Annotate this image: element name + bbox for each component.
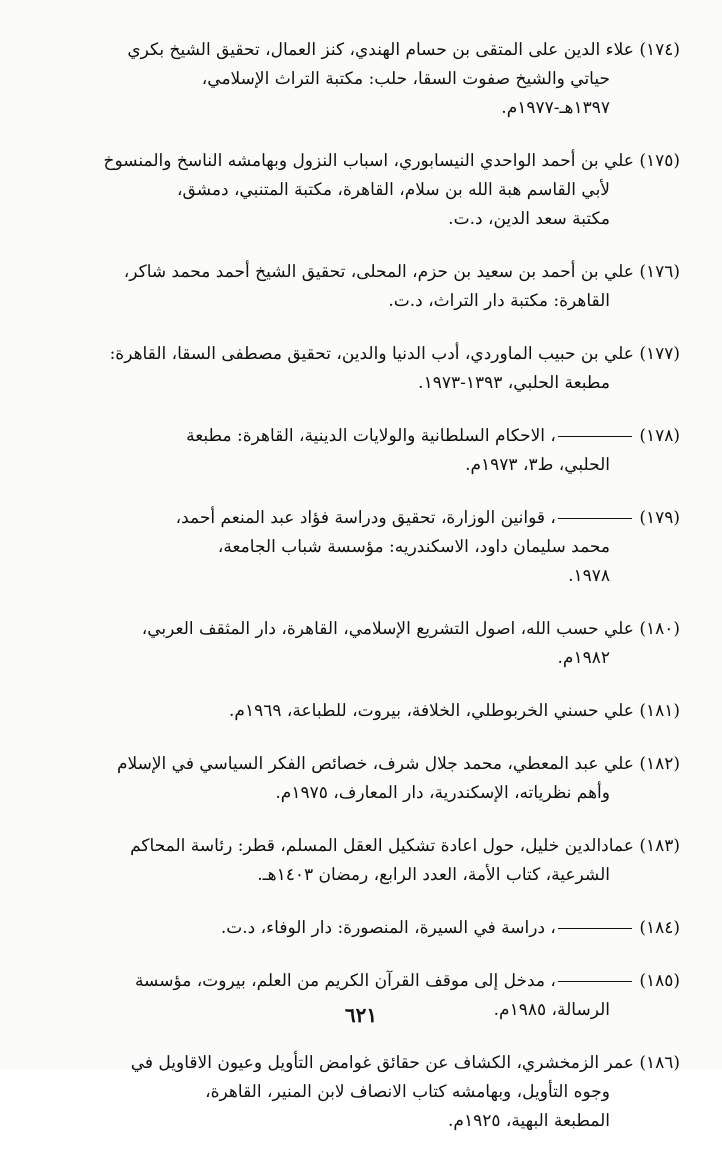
entry-line: المطبعة البهية، ١٩٢٥م. xyxy=(448,1111,610,1131)
entry-text: ، قوانين الوزارة، تحقيق ودراسة فؤاد عبد المنعم أحمد، xyxy=(175,508,556,528)
entry-line xyxy=(95,504,680,533)
entry-text: ، مدخل إلى موقف القرآن الكريم من العلم، بيروت، مؤسسة xyxy=(134,971,556,991)
bibliography-entry-186 xyxy=(95,1049,680,1136)
entry-text: علي حسب الله، اصول التشريع الإسلامي، القاهرة، دار المثقف العربي، xyxy=(141,619,634,639)
entry-number: (١٧٧) xyxy=(639,344,680,364)
entry-line: الشرعية، كتاب الأمة، العدد الرابع، رمضان ١٤٠٣هـ. xyxy=(257,865,610,885)
bibliography-list xyxy=(95,36,680,1160)
entry-line: مطبعة الحلبي، ١٣٩٣-١٩٧٣. xyxy=(418,373,610,393)
bibliography-entry-183 xyxy=(95,832,680,890)
bibliography-entry-180 xyxy=(95,615,680,673)
entry-text: علي بن حبيب الماوردي، أدب الدنيا والدين، تحقيق مصطفى السقا، القاهرة: xyxy=(109,344,634,364)
entry-line: مكتبة سعد الدين، د.ت. xyxy=(448,209,610,229)
entry-line: وأهم نظرياته، الإسكندرية، دار المعارف، ١٩٧٥م. xyxy=(275,783,610,803)
entry-line: وجوه التأويل، وبهامشه كتاب الانصاف لابن المنير، القاهرة، xyxy=(205,1082,610,1102)
entry-line xyxy=(95,697,680,726)
entry-number: (١٨٤) xyxy=(639,918,680,938)
entry-line xyxy=(95,147,680,176)
entry-text: علي عبد المعطي، محمد جلال شرف، خصائص الفكر السياسي في الإسلام xyxy=(116,754,634,774)
bibliography-entry-177 xyxy=(95,340,680,398)
bibliography-entry-184 xyxy=(95,914,680,943)
entry-number: (١٧٦) xyxy=(639,262,680,282)
entry-text: علي بن أحمد الواحدي النيسابوري، اسباب النزول وبهامشه الناسخ والمنسوخ xyxy=(103,151,634,171)
entry-number: (١٨٠) xyxy=(639,619,680,639)
entry-text: علاء الدين على المتقى بن حسام الهندي، كنز العمال، تحقيق الشيخ بكري xyxy=(127,40,634,60)
bibliography-entry-174 xyxy=(95,36,680,123)
bibliography-entry-176 xyxy=(95,258,680,316)
entry-line: الرسالة، ١٩٨٥م. xyxy=(493,1000,610,1020)
entry-line xyxy=(95,422,680,451)
entry-number: (١٨٦) xyxy=(639,1053,680,1073)
entry-line xyxy=(95,615,680,644)
entry-line: لأبي القاسم هبة الله بن سلام، القاهرة، مكتبة المتنبي، دمشق، xyxy=(177,180,610,200)
entry-line: ١٣٩٧هـ-١٩٧٧م. xyxy=(501,98,610,118)
ditto-dash xyxy=(558,518,632,519)
entry-text: علي حسني الخربوطلي، الخلافة، بيروت، للطباعة، ١٩٦٩م. xyxy=(229,701,634,721)
ditto-dash xyxy=(558,981,632,982)
page-number: ٦٢١ xyxy=(344,1003,378,1027)
entry-number: (١٧٨) xyxy=(639,426,680,446)
ditto-dash xyxy=(558,928,632,929)
ditto-dash xyxy=(558,436,632,437)
entry-number: (١٨٣) xyxy=(639,836,680,856)
entry-line xyxy=(95,832,680,861)
bibliography-entry-175 xyxy=(95,147,680,234)
entry-line xyxy=(95,750,680,779)
entry-text: عمر الزمخشري، الكشاف عن حقائق غوامض التأويل وعيون الاقاويل في xyxy=(130,1053,634,1073)
entry-number: (١٧٥) xyxy=(639,151,680,171)
entry-text: ، دراسة في السيرة، المنصورة: دار الوفاء، د.ت. xyxy=(220,918,556,938)
entry-line xyxy=(95,1049,680,1078)
entry-line: ١٩٧٨. xyxy=(568,566,610,586)
entry-line: الحلبي، ط٣، ١٩٧٣م. xyxy=(465,455,610,475)
bibliography-entry-179 xyxy=(95,504,680,591)
entry-line: ١٩٨٢م. xyxy=(557,648,610,668)
bibliography-entry-181 xyxy=(95,697,680,726)
entry-text: ، الاحكام السلطانية والولايات الدينية، القاهرة: مطبعة xyxy=(186,426,556,446)
entry-line: محمد سليمان داود، الاسكندريه: مؤسسة شباب الجامعة، xyxy=(217,537,610,557)
entry-line xyxy=(95,967,680,996)
entry-line xyxy=(95,258,680,287)
entry-number: (١٨٥) xyxy=(639,971,680,991)
entry-number: (١٧٩) xyxy=(639,508,680,528)
entry-number: (١٨١) xyxy=(639,701,680,721)
entry-line: القاهرة: مكتبة دار التراث، د.ت. xyxy=(388,291,610,311)
entry-line: حياتي والشيخ صفوت السقا، حلب: مكتبة التراث الإسلامي، xyxy=(201,69,610,89)
entry-line xyxy=(95,914,680,943)
entry-number: (١٧٤) xyxy=(639,40,680,60)
entry-text: علي بن أحمد بن سعيد بن حزم، المحلى، تحقيق الشيخ أحمد محمد شاكر، xyxy=(123,262,634,282)
entry-number: (١٨٢) xyxy=(639,754,680,774)
bibliography-entry-182 xyxy=(95,750,680,808)
bibliography-entry-178 xyxy=(95,422,680,480)
entry-line xyxy=(95,340,680,369)
entry-text: عمادالدين خليل، حول اعادة تشكيل العقل المسلم، قطر: رئاسة المحاكم xyxy=(130,836,634,856)
entry-line xyxy=(95,36,680,65)
